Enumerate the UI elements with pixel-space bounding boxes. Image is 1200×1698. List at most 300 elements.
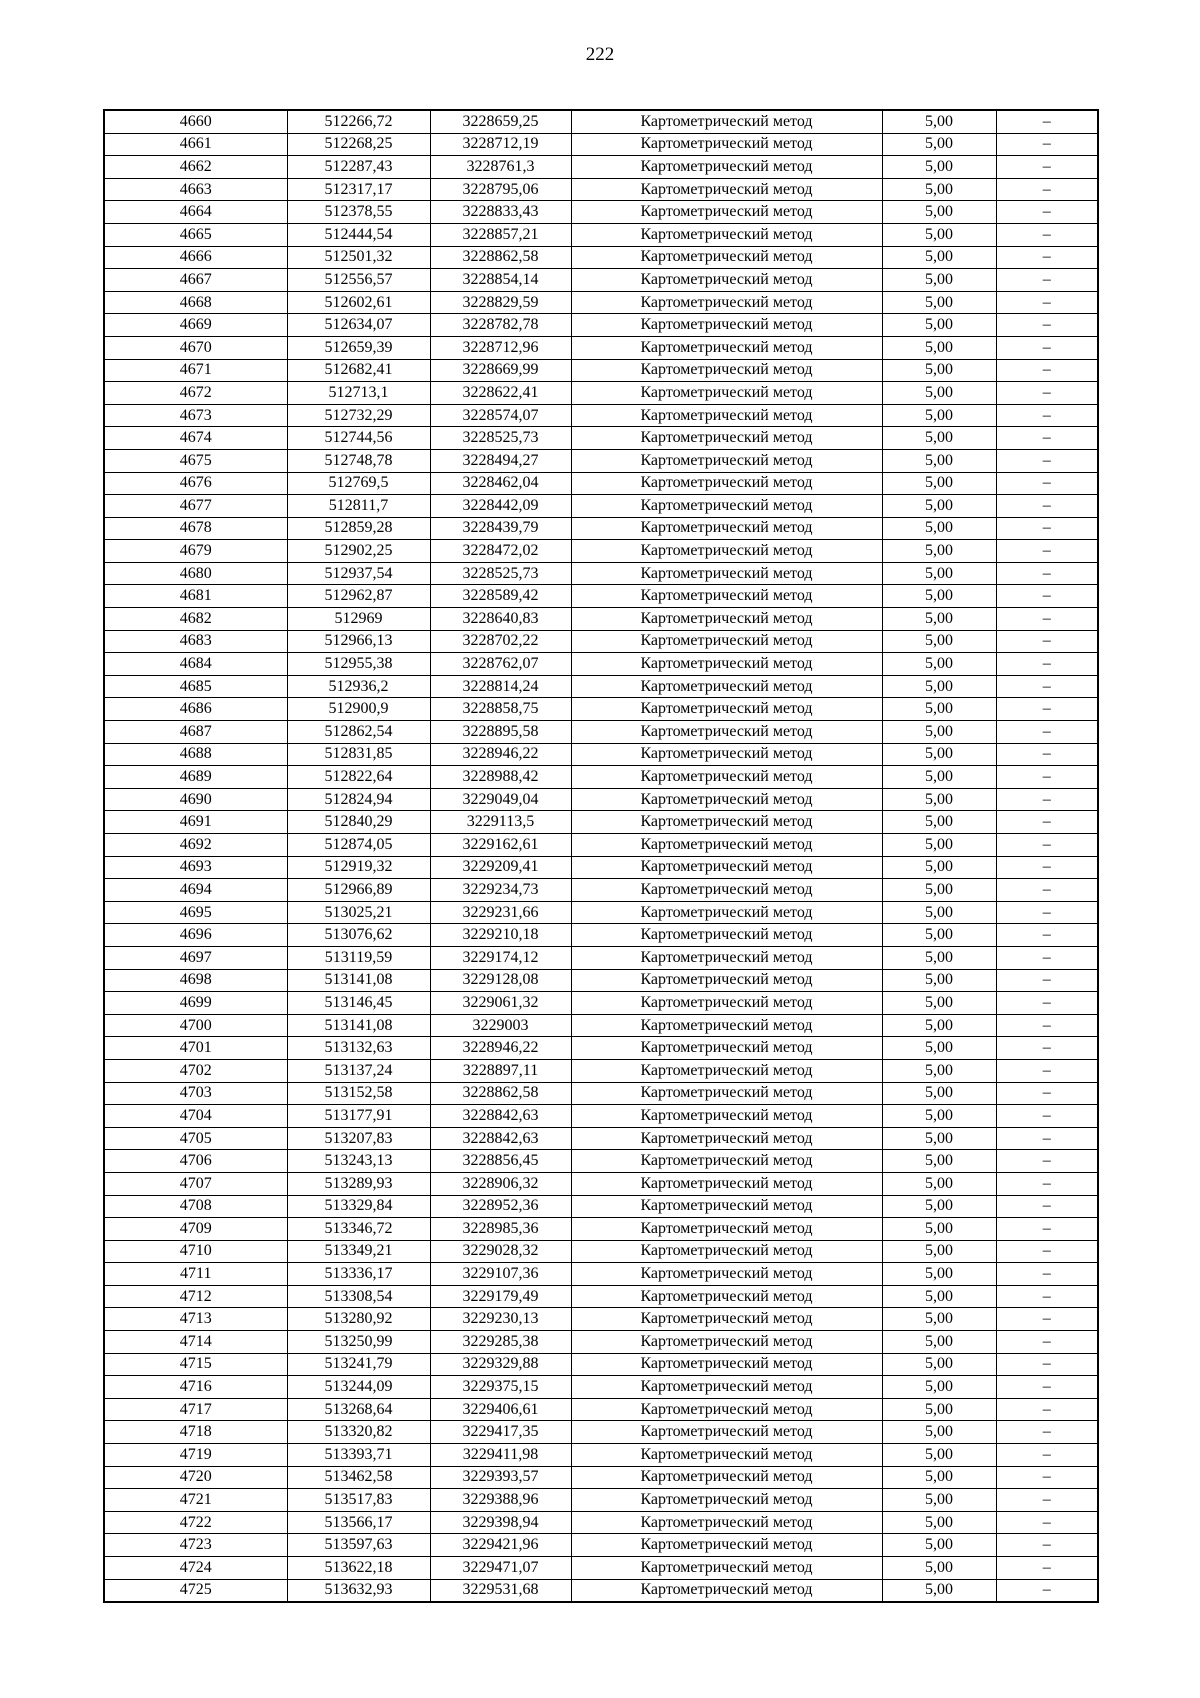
description-cell: – [996,1150,1098,1173]
table-row [104,811,1098,834]
table-row [104,1195,1098,1218]
accuracy-cell: 5,00 [882,834,996,857]
y-coordinate-cell: 3228702,22 [430,630,571,653]
description-cell: – [996,743,1098,766]
method-cell: Картометрический метод [571,1376,882,1399]
accuracy-cell: 5,00 [882,1082,996,1105]
x-coordinate-cell: 512287,43 [287,156,430,179]
accuracy-cell: 5,00 [882,495,996,518]
y-coordinate-cell: 3228862,58 [430,1082,571,1105]
method-cell: Картометрический метод [571,1105,882,1128]
method-cell: Картометрический метод [571,1059,882,1082]
point-number-cell: 4679 [104,540,287,563]
x-coordinate-cell: 512919,32 [287,856,430,879]
accuracy-cell: 5,00 [882,924,996,947]
description-cell: – [996,675,1098,698]
accuracy-cell: 5,00 [882,404,996,427]
description-cell: – [996,1489,1098,1512]
point-number-cell: 4680 [104,562,287,585]
y-coordinate-cell: 3229417,35 [430,1421,571,1444]
y-coordinate-cell: 3229421,96 [430,1534,571,1557]
method-cell: Картометрический метод [571,1014,882,1037]
y-coordinate-cell: 3228525,73 [430,427,571,450]
y-coordinate-cell: 3228842,63 [430,1127,571,1150]
x-coordinate-cell: 513336,17 [287,1263,430,1286]
method-cell: Картометрический метод [571,1240,882,1263]
description-cell: – [996,156,1098,179]
accuracy-cell: 5,00 [882,223,996,246]
x-coordinate-cell: 513393,71 [287,1444,430,1467]
x-coordinate-cell: 512831,85 [287,743,430,766]
method-cell: Картометрический метод [571,879,882,902]
x-coordinate-cell: 512966,89 [287,879,430,902]
method-cell: Картометрический метод [571,901,882,924]
description-cell: – [996,291,1098,314]
y-coordinate-cell: 3229531,68 [430,1579,571,1602]
method-cell: Картометрический метод [571,1353,882,1376]
description-cell: – [996,1240,1098,1263]
method-cell: Картометрический метод [571,608,882,631]
table-row [104,1105,1098,1128]
description-cell: – [996,698,1098,721]
accuracy-cell: 5,00 [882,1421,996,1444]
point-number-cell: 4666 [104,246,287,269]
point-number-cell: 4694 [104,879,287,902]
description-cell: – [996,110,1098,133]
description-cell: – [996,811,1098,834]
description-cell: – [996,1127,1098,1150]
table-row [104,585,1098,608]
point-number-cell: 4703 [104,1082,287,1105]
accuracy-cell: 5,00 [882,336,996,359]
table-row [104,1557,1098,1580]
table-row [104,1308,1098,1331]
table-row [104,698,1098,721]
point-number-cell: 4697 [104,946,287,969]
table-row [104,1014,1098,1037]
table-row [104,495,1098,518]
point-number-cell: 4720 [104,1466,287,1489]
x-coordinate-cell: 513517,83 [287,1489,430,1512]
accuracy-cell: 5,00 [882,992,996,1015]
table-row [104,1331,1098,1354]
accuracy-cell: 5,00 [882,1105,996,1128]
accuracy-cell: 5,00 [882,133,996,156]
table-row [104,269,1098,292]
y-coordinate-cell: 3228952,36 [430,1195,571,1218]
description-cell: – [996,1331,1098,1354]
accuracy-cell: 5,00 [882,946,996,969]
point-number-cell: 4705 [104,1127,287,1150]
method-cell: Картометрический метод [571,517,882,540]
y-coordinate-cell: 3229329,88 [430,1353,571,1376]
description-cell: – [996,1037,1098,1060]
point-number-cell: 4704 [104,1105,287,1128]
x-coordinate-cell: 512962,87 [287,585,430,608]
description-cell: – [996,1466,1098,1489]
description-cell: – [996,653,1098,676]
table-row [104,382,1098,405]
point-number-cell: 4699 [104,992,287,1015]
table-row [104,856,1098,879]
method-cell: Картометрический метод [571,336,882,359]
x-coordinate-cell: 512634,07 [287,314,430,337]
x-coordinate-cell: 513597,63 [287,1534,430,1557]
point-number-cell: 4678 [104,517,287,540]
point-number-cell: 4719 [104,1444,287,1467]
description-cell: – [996,427,1098,450]
method-cell: Картометрический метод [571,1172,882,1195]
method-cell: Картометрический метод [571,1195,882,1218]
method-cell: Картометрический метод [571,1331,882,1354]
point-number-cell: 4661 [104,133,287,156]
description-cell: – [996,969,1098,992]
point-number-cell: 4683 [104,630,287,653]
x-coordinate-cell: 512824,94 [287,788,430,811]
description-cell: – [996,1308,1098,1331]
y-coordinate-cell: 3229406,61 [430,1398,571,1421]
accuracy-cell: 5,00 [882,178,996,201]
point-number-cell: 4670 [104,336,287,359]
y-coordinate-cell: 3229174,12 [430,946,571,969]
x-coordinate-cell: 512769,5 [287,472,430,495]
description-cell: – [996,879,1098,902]
table-row [104,156,1098,179]
accuracy-cell: 5,00 [882,1511,996,1534]
table-row [104,1376,1098,1399]
point-number-cell: 4660 [104,110,287,133]
method-cell: Картометрический метод [571,969,882,992]
y-coordinate-cell: 3228842,63 [430,1105,571,1128]
point-number-cell: 4664 [104,201,287,224]
description-cell: – [996,1105,1098,1128]
description-cell: – [996,562,1098,585]
description-cell: – [996,766,1098,789]
method-cell: Картометрический метод [571,992,882,1015]
accuracy-cell: 5,00 [882,608,996,631]
accuracy-cell: 5,00 [882,1195,996,1218]
description-cell: – [996,495,1098,518]
y-coordinate-cell: 3228462,04 [430,472,571,495]
table-row [104,359,1098,382]
method-cell: Картометрический метод [571,946,882,969]
method-cell: Картометрический метод [571,1444,882,1467]
x-coordinate-cell: 512732,29 [287,404,430,427]
y-coordinate-cell: 3228946,22 [430,743,571,766]
description-cell: – [996,449,1098,472]
method-cell: Картометрический метод [571,811,882,834]
table-row [104,110,1098,133]
x-coordinate-cell: 512811,7 [287,495,430,518]
y-coordinate-cell: 3228761,3 [430,156,571,179]
accuracy-cell: 5,00 [882,562,996,585]
method-cell: Картометрический метод [571,698,882,721]
table-row [104,1489,1098,1512]
coordinates-table-body [104,110,1098,1602]
x-coordinate-cell: 512966,13 [287,630,430,653]
accuracy-cell: 5,00 [882,1398,996,1421]
method-cell: Картометрический метод [571,404,882,427]
method-cell: Картометрический метод [571,1308,882,1331]
point-number-cell: 4669 [104,314,287,337]
point-number-cell: 4715 [104,1353,287,1376]
accuracy-cell: 5,00 [882,291,996,314]
method-cell: Картометрический метод [571,788,882,811]
description-cell: – [996,1534,1098,1557]
table-row [104,472,1098,495]
x-coordinate-cell: 513241,79 [287,1353,430,1376]
method-cell: Картометрический метод [571,269,882,292]
description-cell: – [996,585,1098,608]
point-number-cell: 4665 [104,223,287,246]
table-row [104,1444,1098,1467]
x-coordinate-cell: 512501,32 [287,246,430,269]
y-coordinate-cell: 3228589,42 [430,585,571,608]
method-cell: Картометрический метод [571,1082,882,1105]
point-number-cell: 4718 [104,1421,287,1444]
page-number: 222 [585,44,615,65]
table-row [104,1172,1098,1195]
x-coordinate-cell: 513346,72 [287,1218,430,1241]
accuracy-cell: 5,00 [882,1353,996,1376]
y-coordinate-cell: 3229234,73 [430,879,571,902]
x-coordinate-cell: 512969 [287,608,430,631]
point-number-cell: 4717 [104,1398,287,1421]
method-cell: Картометрический метод [571,653,882,676]
x-coordinate-cell: 512748,78 [287,449,430,472]
table-row [104,630,1098,653]
y-coordinate-cell: 3229107,36 [430,1263,571,1286]
method-cell: Картометрический метод [571,201,882,224]
method-cell: Картометрический метод [571,1127,882,1150]
x-coordinate-cell: 512859,28 [287,517,430,540]
x-coordinate-cell: 513289,93 [287,1172,430,1195]
method-cell: Картометрический метод [571,585,882,608]
description-cell: – [996,517,1098,540]
description-cell: – [996,269,1098,292]
table-row [104,1353,1098,1376]
accuracy-cell: 5,00 [882,766,996,789]
accuracy-cell: 5,00 [882,1218,996,1241]
description-cell: – [996,246,1098,269]
x-coordinate-cell: 513119,59 [287,946,430,969]
y-coordinate-cell: 3228814,24 [430,675,571,698]
point-number-cell: 4685 [104,675,287,698]
description-cell: – [996,133,1098,156]
x-coordinate-cell: 512955,38 [287,653,430,676]
description-cell: – [996,1285,1098,1308]
x-coordinate-cell: 513137,24 [287,1059,430,1082]
x-coordinate-cell: 513308,54 [287,1285,430,1308]
y-coordinate-cell: 3228712,19 [430,133,571,156]
accuracy-cell: 5,00 [882,449,996,472]
y-coordinate-cell: 3229128,08 [430,969,571,992]
table-row [104,901,1098,924]
table-row [104,675,1098,698]
method-cell: Картометрический метод [571,766,882,789]
table-row [104,246,1098,269]
accuracy-cell: 5,00 [882,1534,996,1557]
y-coordinate-cell: 3229375,15 [430,1376,571,1399]
description-cell: – [996,1059,1098,1082]
point-number-cell: 4671 [104,359,287,382]
point-number-cell: 4709 [104,1218,287,1241]
method-cell: Картометрический метод [571,1489,882,1512]
method-cell: Картометрический метод [571,246,882,269]
table-row [104,1421,1098,1444]
y-coordinate-cell: 3229285,38 [430,1331,571,1354]
table-row [104,1398,1098,1421]
x-coordinate-cell: 512682,41 [287,359,430,382]
accuracy-cell: 5,00 [882,1489,996,1512]
table-row [104,1263,1098,1286]
y-coordinate-cell: 3228782,78 [430,314,571,337]
description-cell: – [996,1172,1098,1195]
point-number-cell: 4713 [104,1308,287,1331]
x-coordinate-cell: 513243,13 [287,1150,430,1173]
method-cell: Картометрический метод [571,1218,882,1241]
point-number-cell: 4673 [104,404,287,427]
description-cell: – [996,1218,1098,1241]
point-number-cell: 4724 [104,1557,287,1580]
point-number-cell: 4712 [104,1285,287,1308]
y-coordinate-cell: 3229162,61 [430,834,571,857]
accuracy-cell: 5,00 [882,969,996,992]
table-row [104,1240,1098,1263]
accuracy-cell: 5,00 [882,675,996,698]
x-coordinate-cell: 512659,39 [287,336,430,359]
y-coordinate-cell: 3229049,04 [430,788,571,811]
table-row [104,924,1098,947]
accuracy-cell: 5,00 [882,788,996,811]
description-cell: – [996,1444,1098,1467]
point-number-cell: 4689 [104,766,287,789]
table-row [104,1285,1098,1308]
accuracy-cell: 5,00 [882,901,996,924]
x-coordinate-cell: 513141,08 [287,969,430,992]
point-number-cell: 4702 [104,1059,287,1082]
table-row [104,992,1098,1015]
point-number-cell: 4662 [104,156,287,179]
x-coordinate-cell: 513280,92 [287,1308,430,1331]
table-row [104,562,1098,585]
table-row [104,1218,1098,1241]
table-row [104,223,1098,246]
accuracy-cell: 5,00 [882,1444,996,1467]
y-coordinate-cell: 3228442,09 [430,495,571,518]
table-row [104,834,1098,857]
accuracy-cell: 5,00 [882,382,996,405]
method-cell: Картометрический метод [571,291,882,314]
table-row [104,291,1098,314]
table-row [104,1059,1098,1082]
accuracy-cell: 5,00 [882,1127,996,1150]
x-coordinate-cell: 512266,72 [287,110,430,133]
point-number-cell: 4698 [104,969,287,992]
table-row [104,1511,1098,1534]
y-coordinate-cell: 3228854,14 [430,269,571,292]
method-cell: Картометрический метод [571,540,882,563]
point-number-cell: 4668 [104,291,287,314]
method-cell: Картометрический метод [571,562,882,585]
y-coordinate-cell: 3228895,58 [430,721,571,744]
point-number-cell: 4686 [104,698,287,721]
method-cell: Картометрический метод [571,1534,882,1557]
method-cell: Картометрический метод [571,1263,882,1286]
point-number-cell: 4695 [104,901,287,924]
x-coordinate-cell: 513146,45 [287,992,430,1015]
method-cell: Картометрический метод [571,178,882,201]
y-coordinate-cell: 3228494,27 [430,449,571,472]
description-cell: – [996,1082,1098,1105]
description-cell: – [996,901,1098,924]
y-coordinate-cell: 3228669,99 [430,359,571,382]
point-number-cell: 4663 [104,178,287,201]
x-coordinate-cell: 512378,55 [287,201,430,224]
x-coordinate-cell: 513132,63 [287,1037,430,1060]
point-number-cell: 4676 [104,472,287,495]
point-number-cell: 4701 [104,1037,287,1060]
x-coordinate-cell: 513250,99 [287,1331,430,1354]
y-coordinate-cell: 3229388,96 [430,1489,571,1512]
description-cell: – [996,834,1098,857]
method-cell: Картометрический метод [571,449,882,472]
method-cell: Картометрический метод [571,1150,882,1173]
description-cell: – [996,472,1098,495]
point-number-cell: 4681 [104,585,287,608]
method-cell: Картометрический метод [571,1421,882,1444]
y-coordinate-cell: 3229209,41 [430,856,571,879]
description-cell: – [996,992,1098,1015]
y-coordinate-cell: 3228574,07 [430,404,571,427]
method-cell: Картометрический метод [571,743,882,766]
table-row [104,1534,1098,1557]
y-coordinate-cell: 3228795,06 [430,178,571,201]
table-row [104,427,1098,450]
table-row [104,1150,1098,1173]
point-number-cell: 4710 [104,1240,287,1263]
coordinates-table [103,109,1099,1603]
method-cell: Картометрический метод [571,1285,882,1308]
accuracy-cell: 5,00 [882,585,996,608]
x-coordinate-cell: 512556,57 [287,269,430,292]
x-coordinate-cell: 512444,54 [287,223,430,246]
description-cell: – [996,856,1098,879]
y-coordinate-cell: 3229411,98 [430,1444,571,1467]
point-number-cell: 4667 [104,269,287,292]
x-coordinate-cell: 512840,29 [287,811,430,834]
x-coordinate-cell: 512937,54 [287,562,430,585]
table-row [104,1082,1098,1105]
description-cell: – [996,1014,1098,1037]
y-coordinate-cell: 3228640,83 [430,608,571,631]
y-coordinate-cell: 3229471,07 [430,1557,571,1580]
x-coordinate-cell: 512874,05 [287,834,430,857]
x-coordinate-cell: 512900,9 [287,698,430,721]
method-cell: Картометрический метод [571,1037,882,1060]
accuracy-cell: 5,00 [882,517,996,540]
method-cell: Картометрический метод [571,314,882,337]
point-number-cell: 4706 [104,1150,287,1173]
accuracy-cell: 5,00 [882,1014,996,1037]
accuracy-cell: 5,00 [882,630,996,653]
accuracy-cell: 5,00 [882,1579,996,1602]
accuracy-cell: 5,00 [882,1466,996,1489]
description-cell: – [996,924,1098,947]
y-coordinate-cell: 3228897,11 [430,1059,571,1082]
method-cell: Картометрический метод [571,1466,882,1489]
y-coordinate-cell: 3228862,58 [430,246,571,269]
